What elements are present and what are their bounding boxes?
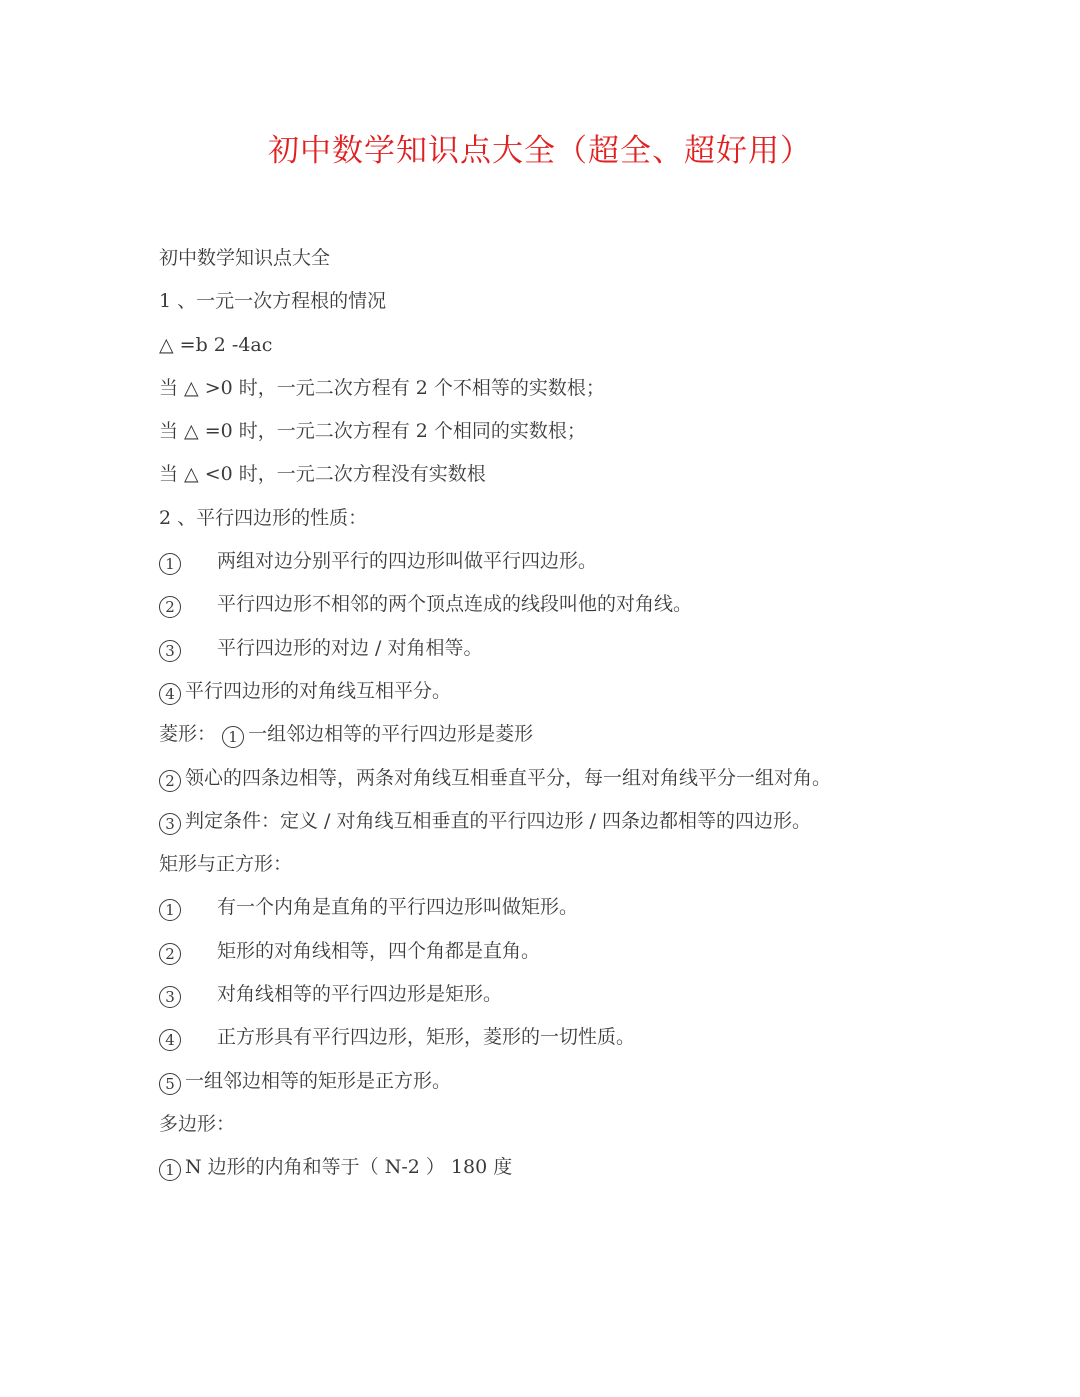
list-item-text: 一组邻边相等的平行四边形是菱形 xyxy=(248,723,534,746)
list-item xyxy=(159,540,959,583)
topic-heading-polygon: 多边形： xyxy=(159,1112,236,1135)
list-item-text: 判定条件：定义 / 对角线互相垂直的平行四边形 / 四条边都相等的四边形。 xyxy=(185,809,811,832)
list-item xyxy=(159,1060,959,1103)
list-item xyxy=(159,670,959,713)
circled-number-marker: 1 xyxy=(159,553,181,575)
list-item xyxy=(159,1016,959,1059)
rhombus-definition xyxy=(159,713,959,756)
list-item-text: 领心的四条边相等，两条对角线互相垂直平分，每一组对角线平分一组对角。 xyxy=(185,766,832,789)
circled-number-marker: 5 xyxy=(159,1073,181,1095)
list-item-text: 正方形具有平行四边形，矩形，菱形的一切性质。 xyxy=(217,1026,636,1049)
list-item-text: 两组对边分别平行的四边形叫做平行四边形。 xyxy=(217,550,598,573)
circled-number-marker: 1 xyxy=(159,1159,181,1181)
list-item-text: 矩形的对角线相等，四个角都是直角。 xyxy=(217,939,541,962)
circled-number-marker: 3 xyxy=(159,986,181,1008)
discriminant-negative-rule: 当 △ <0 时，一元二次方程没有实数根 xyxy=(159,463,486,486)
list-item-text: 平行四边形的对角线互相平分。 xyxy=(185,679,452,702)
topic-heading-rectangle-square: 矩形与正方形： xyxy=(159,853,293,876)
circled-number-marker: 1 xyxy=(159,899,181,921)
circled-number-marker: 3 xyxy=(159,640,181,662)
rhombus-label: 菱形： xyxy=(159,723,217,746)
discriminant-positive-rule: 当 △ >0 时，一元二次方程有 2 个不相等的实数根； xyxy=(159,376,605,399)
topic-heading-parallelogram: 2 、平行四边形的性质： xyxy=(159,506,368,529)
list-item xyxy=(159,583,959,626)
circled-number-marker: 2 xyxy=(159,596,181,618)
circled-number-marker: 2 xyxy=(159,943,181,965)
document-title: 初中数学知识点大全（超全、超好用） xyxy=(268,133,812,169)
list-item-text: N 边形的内角和等于（ N-2 ） 180 度 xyxy=(185,1156,513,1179)
circled-number-marker: 1 xyxy=(222,726,244,748)
circled-number-marker: 4 xyxy=(159,683,181,705)
list-item xyxy=(159,930,959,973)
list-item xyxy=(159,627,959,670)
list-item xyxy=(159,757,959,800)
list-item-text: 平行四边形不相邻的两个顶点连成的线段叫他的对角线。 xyxy=(217,593,693,616)
circled-number-marker: 3 xyxy=(159,813,181,835)
list-item xyxy=(159,800,959,843)
list-item xyxy=(159,973,959,1016)
discriminant-zero-rule: 当 △ =0 时，一元二次方程有 2 个相同的实数根； xyxy=(159,420,586,443)
list-item-text: 平行四边形的对边 / 对角相等。 xyxy=(217,636,483,659)
topic-heading-quadratic-roots: 1 、一元一次方程根的情况 xyxy=(159,290,387,313)
discriminant-formula: △ =b 2 -4ac xyxy=(159,333,273,356)
circled-number-marker: 4 xyxy=(159,1029,181,1051)
list-item xyxy=(159,886,959,929)
document-body xyxy=(159,237,959,1190)
list-item-text: 对角线相等的平行四边形是矩形。 xyxy=(217,983,503,1006)
section-heading: 初中数学知识点大全 xyxy=(159,247,331,269)
list-item xyxy=(159,1146,959,1189)
circled-number-marker: 2 xyxy=(159,770,181,792)
list-item-text: 一组邻边相等的矩形是正方形。 xyxy=(185,1069,452,1092)
list-item-text: 有一个内角是直角的平行四边形叫做矩形。 xyxy=(217,896,579,919)
